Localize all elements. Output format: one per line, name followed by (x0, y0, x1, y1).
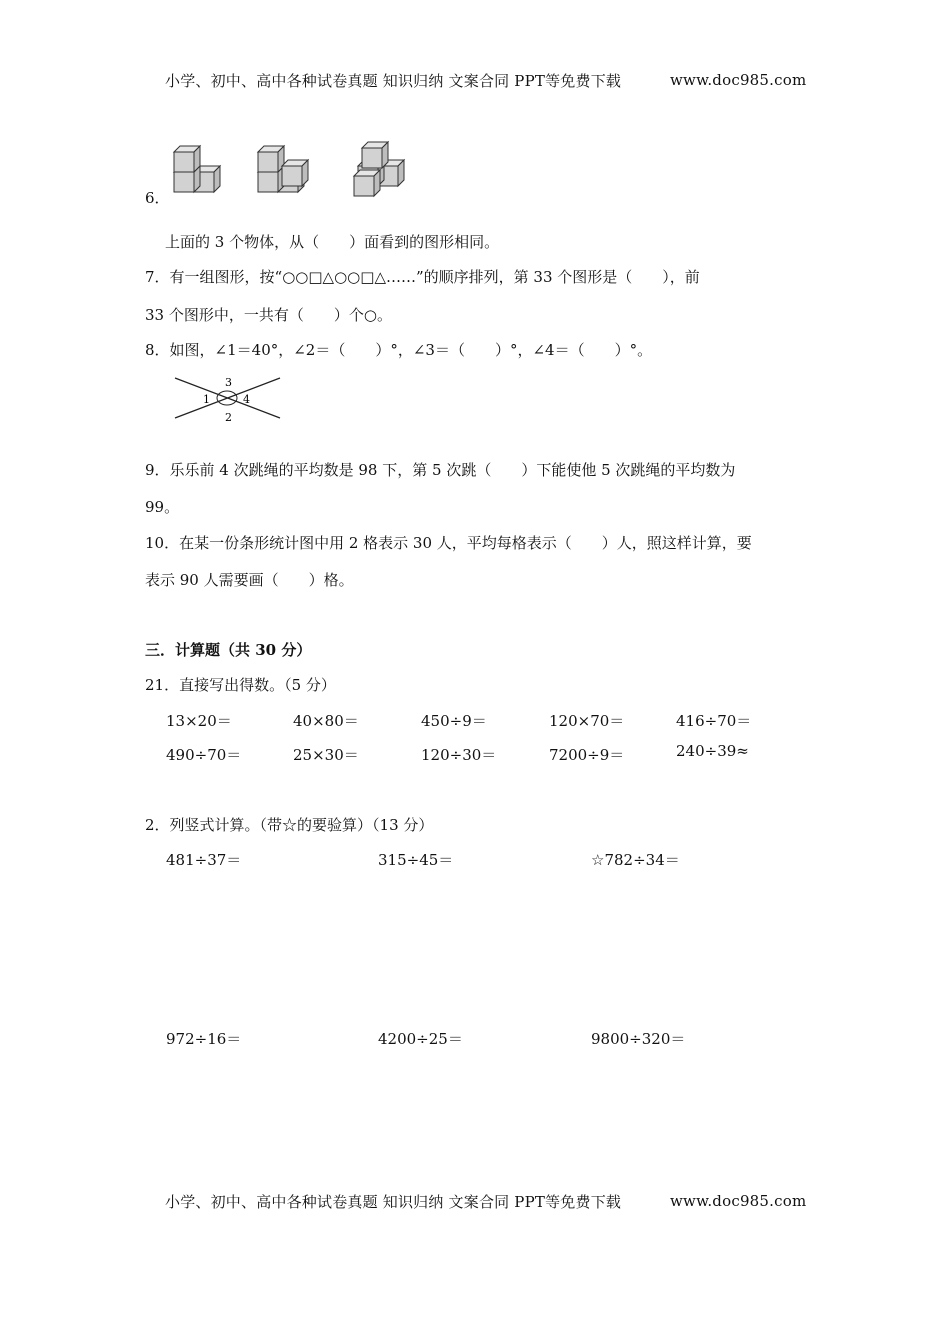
cube-object-2 (258, 146, 308, 192)
q21-r2-c5: 240÷39≈ (676, 742, 749, 760)
q9-line2: 99。 (145, 498, 180, 516)
q21-r2-c3: 120÷30＝ (421, 746, 497, 764)
footer-url[interactable]: www.doc985.com (670, 1192, 807, 1210)
q2-r1-c2: 315÷45＝ (378, 851, 454, 869)
q21-r1-c1: 13×20＝ (166, 712, 232, 730)
header-text: 小学、初中、高中各种试卷真题 知识归纳 文案合同 PPT等免费下载 (165, 72, 622, 90)
q21-title: 21．直接写出得数。（5 分） (145, 676, 336, 694)
q21-r2-c4: 7200÷9＝ (549, 746, 625, 764)
q2-r1-c1: 481÷37＝ (166, 851, 242, 869)
q21-r1-c2: 40×80＝ (293, 712, 359, 730)
q9-line1: 9．乐乐前 4 次跳绳的平均数是 98 下，第 5 次跳（ ）下能使他 5 次跳绳的平均数为 (145, 461, 736, 479)
q21-r1-c4: 120×70＝ (549, 712, 625, 730)
section3-title: 三．计算题（共 30 分） (145, 641, 312, 659)
q21-r1-c5: 416÷70＝ (676, 712, 752, 730)
angle-label-4: 4 (243, 393, 250, 406)
q21-r2-c2: 25×30＝ (293, 746, 359, 764)
q6-number: 6． (145, 189, 170, 207)
angle-label-1: 1 (203, 393, 210, 406)
q2-title: 2．列竖式计算。（带☆的要验算）（13 分） (145, 816, 434, 834)
q7-line1: 7．有一组图形，按“○○□△○○□△……”的顺序排列，第 33 个图形是（ ），前 (145, 268, 700, 286)
q7-line2: 33 个图形中，一共有（ ）个○。 (145, 306, 392, 324)
angle-label-3: 3 (225, 376, 232, 389)
q2-r2-c1: 972÷16＝ (166, 1030, 242, 1048)
angle-figure (170, 372, 285, 424)
q2-r1-c3: ☆782÷34＝ (591, 851, 680, 869)
header-url[interactable]: www.doc985.com (670, 71, 807, 89)
q10-line2: 表示 90 人需要画（ ）格。 (145, 571, 354, 589)
q21-r1-c3: 450÷9＝ (421, 712, 487, 730)
q8-text: 8．如图，∠1＝40°，∠2＝（ ）°，∠3＝（ ）°，∠4＝（ ）°。 (145, 341, 653, 359)
cube-object-3 (354, 142, 404, 196)
q2-r2-c2: 4200÷25＝ (378, 1030, 463, 1048)
footer-text: 小学、初中、高中各种试卷真题 知识归纳 文案合同 PPT等免费下载 (165, 1193, 622, 1211)
angle-label-2: 2 (225, 411, 232, 424)
q2-r2-c3: 9800÷320＝ (591, 1030, 686, 1048)
cube-figures (168, 140, 418, 202)
q10-line1: 10．在某一份条形统计图中用 2 格表示 30 人，平均每格表示（ ）人，照这样计算，要 (145, 534, 752, 552)
q21-r2-c1: 490÷70＝ (166, 746, 242, 764)
q6-text: 上面的 3 个物体，从（ ）面看到的图形相同。 (165, 233, 500, 251)
cube-object-1 (174, 146, 220, 192)
